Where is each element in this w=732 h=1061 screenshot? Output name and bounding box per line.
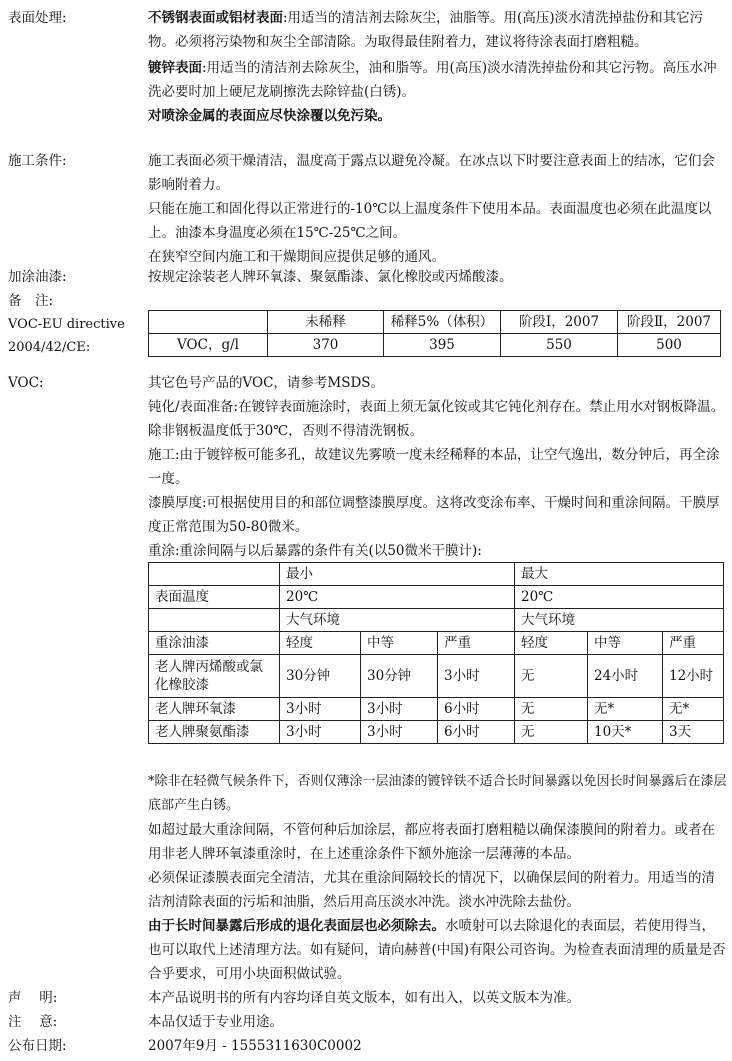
publish-date: 2007年9月 - 1555311630C0002	[148, 1038, 362, 1054]
conditions-section	[148, 149, 728, 269]
recoat-atmo-empty	[149, 609, 280, 632]
voc-header-diluted: 稀释5%（体积）	[384, 311, 501, 334]
surface-stainless-heading: 不锈钢表面或铝材表面	[148, 10, 283, 26]
footnote: *除非在轻微气候条件下，否则仅薄涂一层油漆的镀锌铁不适合长时间暴露以免因长时间暴露后在漆层底部产生白锈。	[148, 774, 727, 813]
voc-header-phase2: 阶段Ⅱ，2007	[618, 311, 721, 334]
recoat-temp-min: 20℃	[280, 586, 515, 609]
recoat-cell: 3小时	[280, 721, 361, 744]
recoat-corner-cell	[149, 563, 280, 586]
statement-text: 本产品说明书的所有内容均译自英文版本，如有出入，以英文版本为准。	[148, 990, 580, 1006]
recoat-temp-max: 20℃	[515, 586, 724, 609]
conditions-p3: 在狭窄空间内施工和干燥期间应提供足够的通风。	[148, 249, 445, 265]
recoat-cell: 3小时	[438, 655, 515, 698]
recoat-cell: 无*	[663, 698, 724, 721]
recoat-row-temp	[149, 586, 724, 609]
level-medium-max: 中等	[588, 632, 663, 655]
recoat-cell: 3小时	[280, 698, 361, 721]
recoat-row-levels	[149, 632, 724, 655]
recoat-paint-name: 老人牌丙烯酸或氯化橡胶漆	[149, 655, 280, 698]
level-severe-max: 严重	[663, 632, 724, 655]
recoat-paint-name: 老人牌环氧漆	[149, 698, 280, 721]
recoat-cell: 6小时	[438, 698, 515, 721]
surface-warning: 对喷涂金属的表面应尽快涂覆以免污染。	[148, 108, 391, 124]
voc-header-phase1: 阶段Ⅰ，2007	[501, 311, 618, 334]
level-medium-min: 中等	[361, 632, 438, 655]
voc-table-row	[149, 334, 721, 357]
recoat-table	[148, 562, 724, 744]
notes-p2: 必须保证漆膜表面完全清洁，尤其在重涂间隔较长的情况下，以确保层间的附着力。用适当的清洁剂清除表面的污垢和油脂，然后用高压淡水冲洗。淡水冲洗除去盐份。	[148, 870, 715, 910]
level-light-min: 轻度	[280, 632, 361, 655]
recoat-paint-label: 重涂油漆	[149, 632, 280, 655]
recoat-cell: 30分钟	[280, 655, 361, 698]
voc-section	[148, 371, 728, 563]
surface-galvanized-heading: 镀锌表面	[148, 60, 202, 76]
label-statement: 声 明:	[8, 990, 58, 1006]
label-voc: VOC:	[8, 375, 44, 391]
voc-row-label: VOC，g/l	[149, 334, 268, 357]
application-paragraph: 施工:由于镀锌板可能多孔，故建议先雾喷一度未经稀释的本品，让空气逸出，数分钟后，再全涂一度。	[148, 447, 720, 487]
recoat-max-header: 最大	[515, 563, 724, 586]
label-surface: 表面处理:	[8, 10, 67, 26]
label-remarks: 备 注:	[8, 293, 54, 309]
recoat-cell: 无	[515, 721, 588, 744]
recoat-intro: 重涂:重涂间隔与以后暴露的条件有关(以50微米干膜计):	[148, 543, 482, 559]
voc-header-empty	[149, 311, 268, 334]
notes-p3	[148, 914, 728, 986]
note-text: 本品仅适于专业用途。	[148, 1014, 283, 1030]
recoat-cell: 30分钟	[361, 655, 438, 698]
recoat-cell: 10天*	[588, 721, 663, 744]
recoat-cell: 无	[515, 655, 588, 698]
label-topcoat: 加涂油漆:	[8, 269, 67, 285]
conditions-p2: 只能在施工和固化得以正常进行的-10℃以上温度条件下使用本品。表面温度也必须在此温度以上。油漆本身温度必须在15℃-25℃之间。	[148, 201, 712, 241]
recoat-atmo-max: 大气环境	[515, 609, 724, 632]
voc-msds-note: 其它色号产品的VOC，请参考MSDS。	[148, 375, 385, 391]
voc-table-header	[149, 311, 721, 334]
voc-table	[148, 310, 721, 357]
table-row	[149, 698, 724, 721]
recoat-atmo-min: 大气环境	[280, 609, 515, 632]
voc-undiluted-value: 370	[268, 334, 384, 357]
recoat-cell: 无	[515, 698, 588, 721]
recoat-cell: 无*	[588, 698, 663, 721]
recoat-cell: 6小时	[438, 721, 515, 744]
topcoat-text: 按规定涂装老人牌环氧漆、聚氨酯漆、氯化橡胶或丙烯酸漆。	[148, 269, 513, 285]
recoat-cell: 3天	[663, 721, 724, 744]
voc-header-undiluted: 未稀释	[268, 311, 384, 334]
recoat-surface-temp-label: 表面温度	[149, 586, 280, 609]
notes-p3-text: 水喷射可以去除退化的表面层，若使用得当，也可以取代上述清理方法。如有疑问，请向赫普(中国)有限公司咨询。为检查表面清理的质量是否合乎要求，可用小块面积做试验。	[148, 918, 726, 982]
label-date: 公布日期:	[8, 1038, 67, 1054]
notes-p3-heading: 由于长时间暴露后形成的退化表面层也必须除去。	[148, 918, 445, 934]
level-severe-min: 严重	[438, 632, 515, 655]
passivation-paragraph: 钝化/表面准备:在镀锌表面施涂时，表面上须无氯化铵或其它钝化剂存在。禁止用水对钢板降温。除非钢板温度低于30℃，否则不得清洗钢板。	[148, 399, 725, 439]
conditions-p1: 施工表面必须干燥清洁，温度高于露点以避免冷凝。在冰点以下时要注意表面上的结冰，它们会影响附着力。	[148, 153, 715, 193]
label-voc-eu-number: 2004/42/CE:	[8, 340, 91, 355]
surface-galvanized-text: :用适当的清洁剂去除灰尘，油和脂等。用(高压)淡水清洗掉盐份和其它污物。高压水冲洗必要时加上硬尼龙刷擦洗去除锌盐(白锈)。	[148, 60, 717, 100]
surface-galvanized-paragraph	[148, 56, 728, 104]
recoat-cell: 3小时	[361, 721, 438, 744]
notes-section	[148, 770, 728, 986]
surface-stainless-paragraph	[148, 6, 728, 54]
label-voc-eu: VOC-EU directive	[8, 317, 125, 332]
level-light-max: 轻度	[515, 632, 588, 655]
table-row	[149, 655, 724, 698]
recoat-row-atmo	[149, 609, 724, 632]
label-note: 注 意:	[8, 1014, 58, 1030]
table-row	[149, 721, 724, 744]
recoat-cell: 12小时	[663, 655, 724, 698]
film-thickness-paragraph: 漆膜厚度:可根据使用目的和部位调整漆膜厚度。这将改变涂布率、干燥时间和重涂间隔。干膜厚度正常范围为50-80微米。	[148, 495, 720, 535]
recoat-min-header: 最小	[280, 563, 515, 586]
voc-diluted-value: 395	[384, 334, 501, 357]
surface-section	[148, 6, 728, 128]
recoat-row-header	[149, 563, 724, 586]
surface-stainless-text: :用适当的清洁剂去除灰尘，油脂等。用(高压)淡水清洗掉盐份和其它污物。必须将污染物和灰尘全部清除。为取得最佳附着力，建议将待涂表面打磨粗糙。	[148, 10, 704, 50]
voc-phase2-value: 500	[618, 334, 721, 357]
label-conditions: 施工条件:	[8, 153, 67, 169]
recoat-paint-name: 老人牌聚氨酯漆	[149, 721, 280, 744]
recoat-cell: 3小时	[361, 698, 438, 721]
notes-p1: 如超过最大重涂间隔，不管何种后加涂层，都应将表面打磨粗糙以确保漆膜间的附着力。或者在用非老人牌环氧漆重涂时，在上述重涂条件下额外施涂一层薄薄的本品。	[148, 822, 715, 862]
recoat-cell: 24小时	[588, 655, 663, 698]
voc-phase1-value: 550	[501, 334, 618, 357]
